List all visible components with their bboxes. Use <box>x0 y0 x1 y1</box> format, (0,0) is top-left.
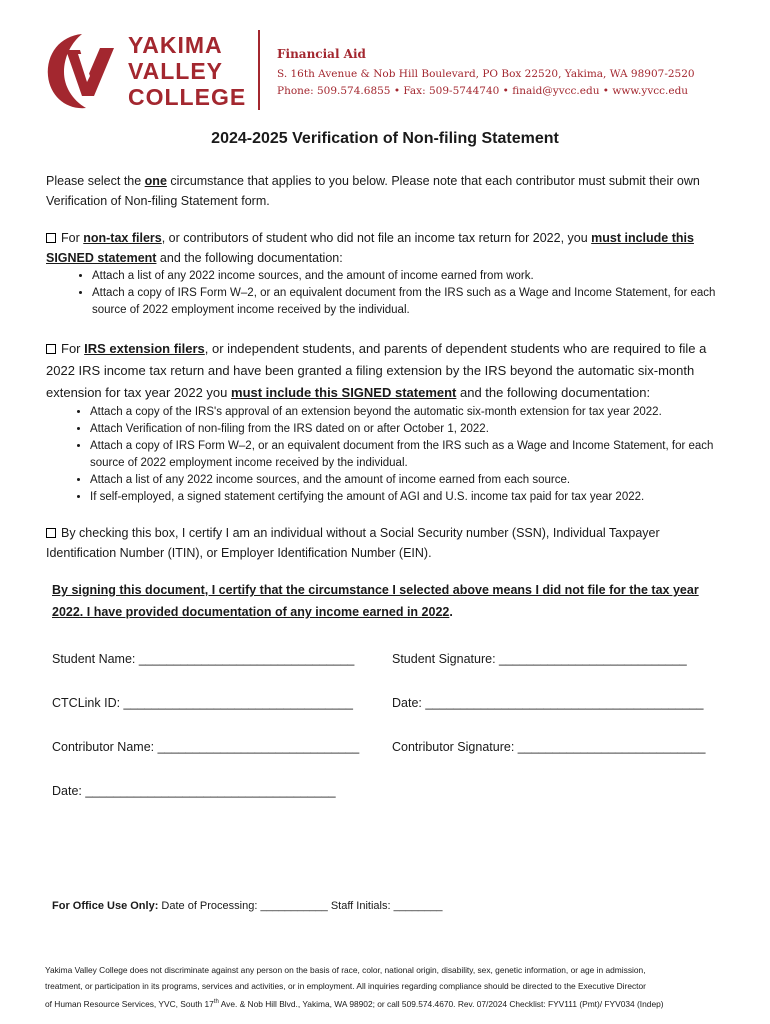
footer-line-1: Yakima Valley College does not discriminate against any person on the basis of race, color, national origin, disability, sex, genetic information, or age in admission, <box>45 965 646 975</box>
s1-text-a: For <box>61 231 84 245</box>
form-body <box>46 171 730 623</box>
contact-block <box>277 46 695 100</box>
office-fields: Date of Processing: ___________ Staff Initials: ________ <box>158 900 443 912</box>
phone-line: Phone: 509.574.6855 • Fax: 509-5744740 • finaid@yvcc.edu • www.yvcc.edu <box>277 85 689 97</box>
date-field[interactable]: Date: ________________________________________ <box>392 696 704 710</box>
intro-text-a: Please select the <box>46 174 145 188</box>
letterhead <box>0 0 770 120</box>
logo-line-1: YAKIMA <box>128 32 223 58</box>
yvc-logo-mark-icon <box>42 30 120 112</box>
header-divider <box>258 30 260 110</box>
s3-text: By checking this box, I certify I am an individual without a Social Security number (SSN), Individual Taxpayer Identification Number (ITIN), or Employer Identification Number (EIN). <box>46 526 660 560</box>
list-item: • Attach a copy of the IRS's approval of an extension beyond the automatic six-month extension for tax year 2022. <box>90 404 730 421</box>
no-ssn-checkbox[interactable] <box>46 528 56 538</box>
section1-bullet-list <box>46 268 730 319</box>
s2-text-c: , or independent students, and parents of dependent students who are required to file a 2022 IRS income tax return and have been granted a filing extension by the IRS beyond the automatic six-month extension for tax year 2022 you <box>46 341 707 400</box>
certify-end: . <box>449 605 453 619</box>
list-item: • Attach a copy of IRS Form W–2, or an equivalent document from the IRS such as a Wage and Income Statement, for each source of 2022 employment income received by the individual. <box>92 285 730 319</box>
list-item: • If self-employed, a signed statement certifying the amount of AGI and U.S. income tax paid for tax year 2022. <box>90 489 730 506</box>
irs-extension-checkbox[interactable] <box>46 344 56 354</box>
certify-underlined: By signing this document, I certify that the circumstance I selected above means I did not file for the tax year 2022. I have provided documentation of any income earned in 2022 <box>52 583 699 619</box>
intro-paragraph <box>46 171 730 211</box>
section2-bullet-list <box>46 404 730 506</box>
intro-emphasis: one <box>144 174 167 188</box>
address-line: S. 16th Avenue & Nob Hill Boulevard, PO Box 22520, Yakima, WA 98907-2520 <box>277 68 695 80</box>
logo-line-2: VALLEY <box>128 58 224 84</box>
certification-statement <box>52 579 730 623</box>
contributor-date-field[interactable]: Date: ____________________________________ <box>52 784 336 798</box>
logo-line-3: COLLEGE <box>128 84 247 110</box>
student-name-field[interactable]: Student Name: _______________________________ <box>52 652 355 666</box>
contributor-signature-field[interactable]: Contributor Signature: ___________________________ <box>392 740 706 754</box>
footer-line-3b: Ave. & Nob Hill Blvd., Yakima, WA 98902; or call 509.574.4670. Rev. 07/2024 Checklist: FYV111 (Pmt)/ FYV034 (Indep) <box>218 998 664 1009</box>
list-item: • Attach a copy of IRS Form W–2, or an equivalent document from the IRS such as a Wage and Income Statement, for each source of 2022 employment income received by the individual. <box>90 438 730 472</box>
s2-text-a: For <box>61 341 85 356</box>
s1-emphasis-d: must include this SIGNED statement <box>46 231 694 265</box>
contributor-name-field[interactable]: Contributor Name: _____________________________ <box>52 740 360 754</box>
footer-line-3-sup: th <box>213 999 219 1005</box>
college-logo <box>42 30 247 112</box>
list-item: • Attach a list of any 2022 income sources, and the amount of income earned from each source. <box>90 472 730 489</box>
section-no-ssn <box>46 523 730 563</box>
footer-line-3 <box>45 994 735 1012</box>
department-name: Financial Aid <box>277 47 366 61</box>
office-label: For Office Use Only: <box>52 900 159 912</box>
non-tax-filer-checkbox[interactable] <box>46 233 56 243</box>
document-title: 2024-2025 Verification of Non-filing Statement <box>211 130 559 147</box>
s1-emphasis-b: non-tax filers <box>83 231 162 245</box>
list-item: • Attach a list of any 2022 income sources, and the amount of income earned from work. <box>92 268 730 285</box>
office-use-section <box>52 900 443 912</box>
logo-wordmark <box>128 32 246 110</box>
s2-text-e: and the following documentation: <box>456 385 651 400</box>
section-irs-extension-filers <box>46 338 730 404</box>
nondiscrimination-footer <box>45 962 735 1012</box>
footer-line-3a: of Human Resource Services, YVC, South 17 <box>45 998 214 1009</box>
s2-emphasis-d: must include this SIGNED statement <box>231 385 457 400</box>
s1-text-c: , or contributors of student who did not file an income tax return for 2022, you <box>161 231 592 245</box>
section-non-tax-filers <box>46 228 730 268</box>
ctclink-id-field[interactable]: CTCLink ID: _________________________________ <box>52 696 353 710</box>
footer-line-2: treatment, or participation in its programs, services and activities, or in employment. All inquiries regarding compliance should be directed to the Executive Director <box>45 981 646 991</box>
student-signature-field[interactable]: Student Signature: ___________________________ <box>392 652 687 666</box>
s2-emphasis-b: IRS extension filers <box>84 341 205 356</box>
list-item: • Attach Verification of non-filing from the IRS dated on or after October 1, 2022. <box>90 421 730 438</box>
s1-text-e: and the following documentation: <box>156 251 343 265</box>
intro-text-c: circumstance that applies to you below. Please note that each contributor must submit their own Verification of Non-filing Statement form. <box>46 174 700 208</box>
